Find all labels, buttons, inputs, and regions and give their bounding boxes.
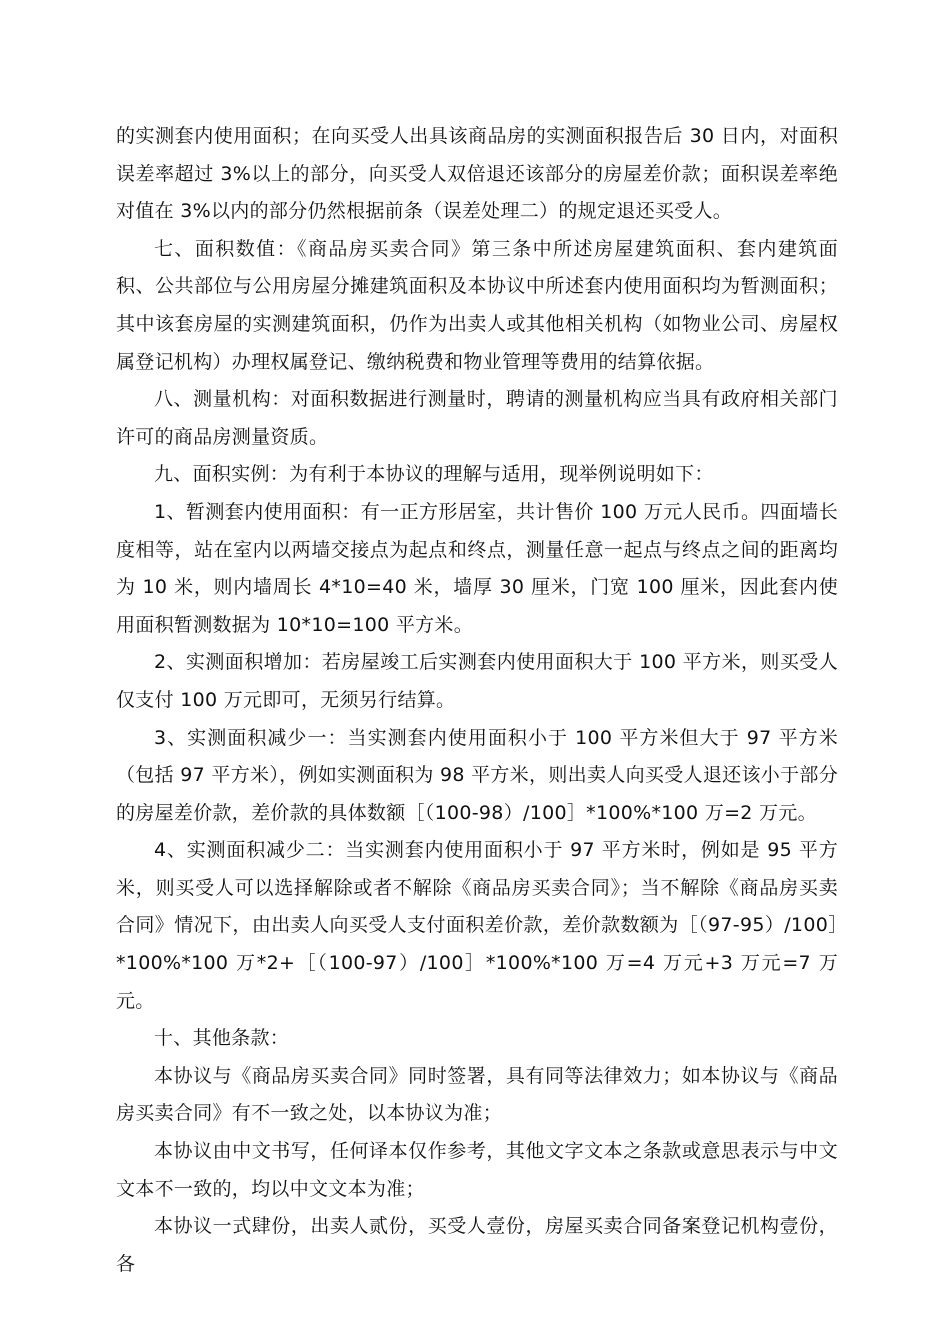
paragraph-clause-10-other-terms: 十、其他条款： <box>154 1027 290 1050</box>
paragraph-clause-8-survey-agency: 八、测量机构：对面积数据进行测量时，聘请的测量机构应当具有政府相关部门许可的商品房测量资质。 <box>116 388 838 448</box>
paragraph-clause-9-area-examples: 九、面积实例：为有利于本协议的理解与适用，现举例说明如下： <box>154 463 714 486</box>
paragraph-area-error-continuation: 的实测套内使用面积；在向买受人出具该商品房的实测面积报告后 30 日内，对面积误差率超过 3%以上的部分，向买受人双倍退还该部分的房屋差价款；面积误差率绝对值在 3%以内的部分仍然根据前条（误差处理二）的规定退还买受人。 <box>116 125 838 223</box>
paragraph-example-2: 2、实测面积增加：若房屋竣工后实测套内使用面积大于 100 平方米，则买受人仅支付 100 万元即可，无须另行结算。 <box>116 651 838 711</box>
paragraph-clause-7-area-values: 七、面积数值：《商品房买卖合同》第三条中所述房屋建筑面积、套内建筑面积、公共部位与公用房屋分摊建筑面积及本协议中所述套内使用面积均为暂测面积；其中该套房屋的实测建筑面积，仍作为出卖人或其他相关机构（如物业公司、房屋权属登记机构）办理权属登记、缴纳税费和物业管理等费用的结算依据。 <box>116 237 838 373</box>
document-body <box>116 118 838 1283</box>
paragraph-copies: 本协议一式肆份，出卖人贰份，买受人壹份，房屋买卖合同备案登记机构壹份，各 <box>116 1215 838 1275</box>
paragraph-legal-effect: 本协议与《商品房买卖合同》同时签署，具有同等法律效力；如本协议与《商品房买卖合同》有不一致之处，以本协议为准； <box>116 1064 838 1125</box>
paragraph-example-3: 3、实测面积减少一：当实测套内使用面积小于 100 平方米但大于 97 平方米（包括 97 平方米），例如实测面积为 98 平方米，则出卖人向买受人退还该小于部分的房屋差价款，差价款的具体数额［（100-98）/100］*100%*100 万=2 万元。 <box>116 726 838 824</box>
paragraph-example-1: 1、暂测套内使用面积：有一正方形居室，共计售价 100 万元人民币。四面墙长度相等，站在室内以两墙交接点为起点和终点，测量任意一起点与终点之间的距离均为 10 米，则内墙周长 4*10=40 米，墙厚 30 厘米，门宽 100 厘米，因此套内使用面积暂测数据为 10*10=100 平方米。 <box>116 500 838 636</box>
paragraph-example-4: 4、实测面积减少二：当实测套内使用面积小于 97 平方米时，例如是 95 平方米，则买受人可以选择解除或者不解除《商品房买卖合同》；当不解除《商品房买卖合同》情况下，由出卖人向买受人支付面积差价款，差价款数额为［（97-95）/100］*100%*100 万*2+［（100-97）/100］*100%*100 万=4 万元+3 万元=7 万元。 <box>116 839 838 1012</box>
paragraph-language-precedence: 本协议由中文书写，任何译本仅作参考，其他文字文本之条款或意思表示与中文文本不一致的，均以中文文本为准； <box>116 1140 838 1200</box>
